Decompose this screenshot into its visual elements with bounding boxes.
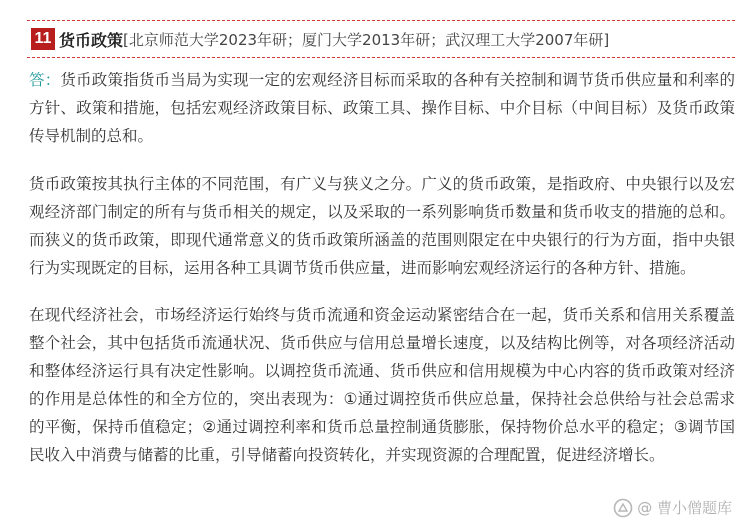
answer-paragraph-3: 在现代经济社会，市场经济运行始终与货币流通和资金运动紧密结合在一起，货币关系和信用关系覆盖整个社会，其中包括货币流通状况、货币供应与信用总量增长速度，以及结构比例等，对各项经济活动和整体经济运行具有决定性影响。以调控货币流通、货币供应和信用规模为中心内容的货币政策对经济的作用是总体性的和全方位的，突出表现为：①通过调控货币供应总量，保持社会总供给与社会总需求的平衡，保持币值稳定；②通过调控利率和货币总量控制通货膨胀，保持物价总水平的稳定；③调节国民收入中消费与储蓄的比重，引导储蓄向投资转化，并实现资源的合理配置，促进经济增长。 <box>29 306 735 464</box>
answer-label: 答： <box>29 71 61 89</box>
question-source: [北京师范大学2023年研；厦门大学2013年研；武汉理工大学2007年研] <box>123 30 610 49</box>
watermark-logo-icon <box>613 498 633 518</box>
answer-paragraph-2: 货币政策按其执行主体的不同范围，有广义与狭义之分。广义的货币政策，是指政府、中央银行以及宏观经济部门制定的所有与货币相关的规定，以及采取的一系列影响货币数量和货币收支的措施的总和。而狭义的货币政策，即现代通常意义的货币政策所涵盖的范围则限定在中央银行的行为方面，指中央银行为实现既定的目标，运用各种工具调节货币供应量，进而影响宏观经济运行的各种方针、措施。 <box>29 175 735 277</box>
watermark-text: @ 曹小僧题库 <box>637 499 732 517</box>
question-title: 货币政策 <box>59 30 124 50</box>
question-header <box>27 20 735 58</box>
answer-paragraph-1 <box>29 66 735 150</box>
question-number-badge: 11 <box>31 28 55 50</box>
answer-content <box>29 66 735 469</box>
watermark <box>613 497 732 518</box>
answer-paragraph-1-text: 货币政策指货币当局为实现一定的宏观经济目标而采取的各种有关控制和调节货币供应量和利率的方针、政策和措施，包括宏观经济政策目标、政策工具、操作目标、中介目标（中间目标）及货币政策传导机制的总和。 <box>29 71 735 145</box>
